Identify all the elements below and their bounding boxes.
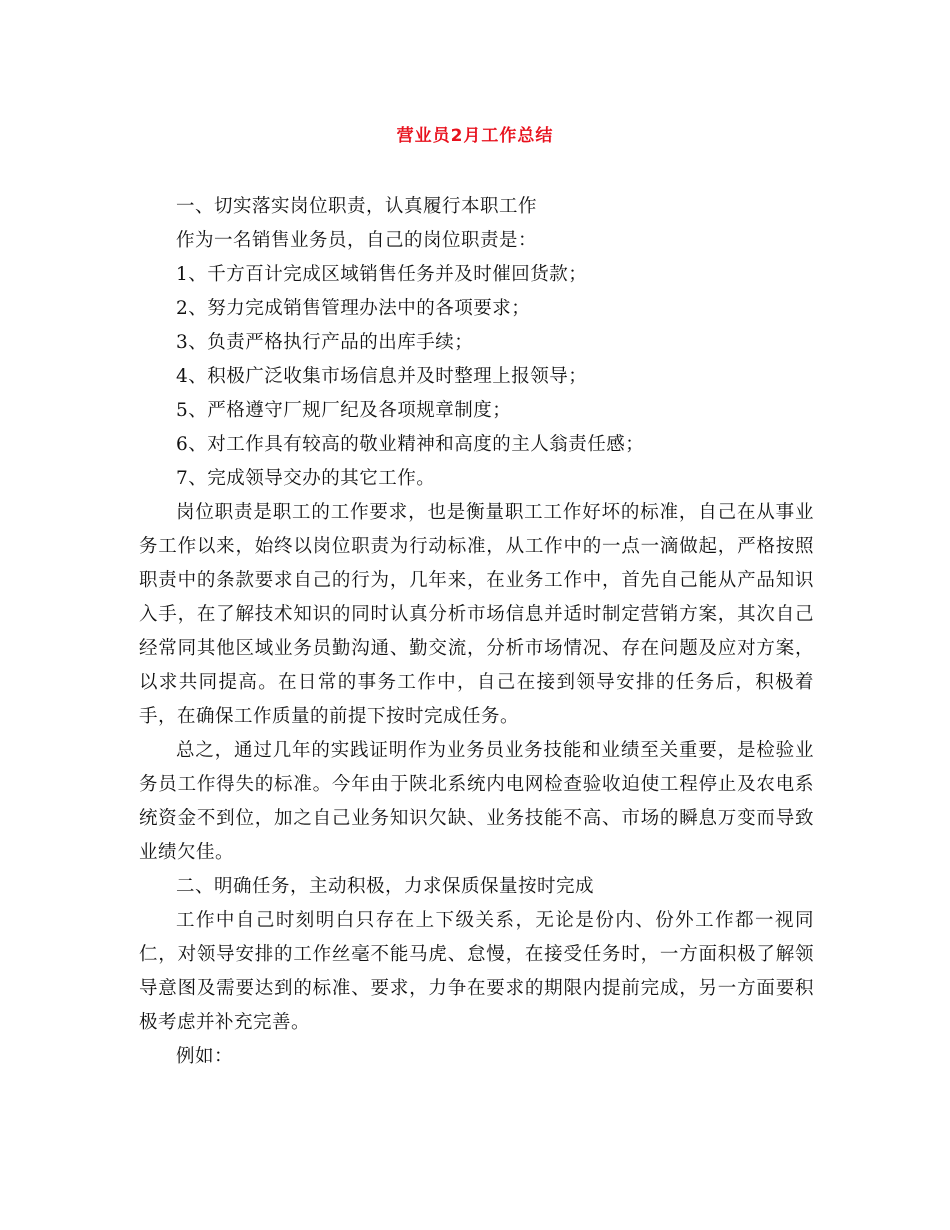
document-title: 营业员2月工作总结: [396, 126, 554, 146]
paragraph-duties-intro: 作为一名销售业务员，自己的岗位职责是：: [176, 230, 538, 251]
list-item-duty-1: 1、千方百计完成区域销售任务并及时催回货款；: [176, 264, 588, 285]
paragraph-summary: 总之，通过几年的实践证明作为业务员业务技能和业绩至关重要，是检验业务员工作得失的标准。今年由于陕北系统内电网检查验收迫使工程停止及农电系统资金不到位，加之自己业务知识欠缺、业务技能不高、市场的瞬息万变而导致业绩欠佳。: [139, 740, 814, 863]
list-item-duty-6: 6、对工作具有较高的敬业精神和高度的主人翁责任感；: [176, 434, 645, 455]
section-heading-1: 一、切实落实岗位职责，认真履行本职工作: [176, 196, 538, 217]
paragraph-task-attitude: 工作中自己时刻明白只存在上下级关系，无论是份内、份外工作都一视同仁，对领导安排的工作丝毫不能马虎、怠慢，在接受任务时，一方面积极了解领导意图及需要达到的标准、要求，力争在要求的期限内提前完成，另一方面要积极考虑并补充完善。: [139, 910, 814, 1033]
paragraph-example: 例如：: [176, 1046, 234, 1067]
list-item-duty-3: 3、负责严格执行产品的出库手续；: [176, 332, 474, 353]
document-body: [139, 190, 814, 1074]
list-item-duty-7: 7、完成领导交办的其它工作。: [176, 468, 436, 489]
paragraph-duty-standard: 岗位职责是职工的工作要求，也是衡量职工工作好坏的标准，自己在从事业务工作以来，始终以岗位职责为行动标准，从工作中的一点一滴做起，严格按照职责中的条款要求自己的行为，几年来，在业务工作中，首先自己能从产品知识入手，在了解技术知识的同时认真分析市场信息并适时制定营销方案，其次自己经常同其他区域业务员勤沟通、勤交流，分析市场情况、存在问题及应对方案，以求共同提高。在日常的事务工作中，自己在接到领导安排的任务后，积极着手，在确保工作质量的前提下按时完成任务。: [139, 502, 814, 727]
section-heading-2: 二、明确任务，主动积极，力求保质保量按时完成: [176, 876, 595, 897]
list-item-duty-2: 2、努力完成销售管理办法中的各项要求；: [176, 298, 531, 319]
list-item-duty-5: 5、严格遵守厂规厂纪及各项规章制度；: [176, 400, 512, 421]
list-item-duty-4: 4、积极广泛收集市场信息并及时整理上报领导；: [176, 366, 588, 387]
